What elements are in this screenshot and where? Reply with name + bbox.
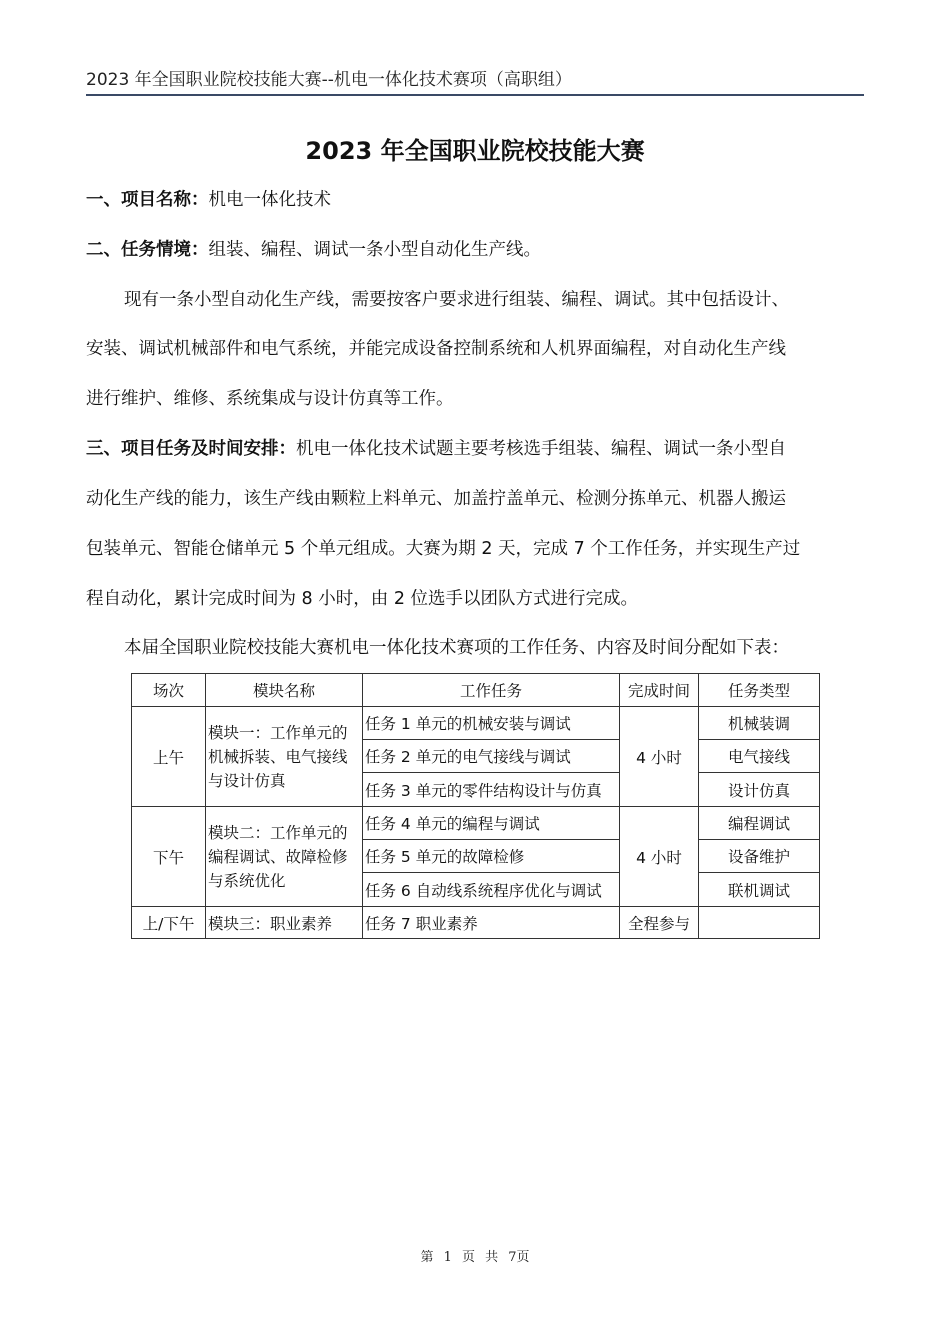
task-cell: 任务 1 单元的机械安装与调试 [363, 707, 620, 740]
column-header: 任务类型 [699, 674, 820, 707]
section-task-context [86, 235, 864, 265]
type-cell: 设计仿真 [699, 773, 820, 807]
column-header: 场次 [132, 674, 206, 707]
paragraph-line: 安装、调试机械部件和电气系统，并能完成设备控制系统和人机界面编程，对自动化生产线 [86, 339, 786, 359]
type-cell: 联机调试 [699, 873, 820, 907]
paragraph-line: 包装单元、智能仓储单元 5 个单元组成。大赛为期 2 天，完成 7 个工作任务，并实现生产过 [86, 539, 801, 559]
task-cell: 任务 3 单元的零件结构设计与仿真 [363, 773, 620, 807]
table-intro: 本届全国职业院校技能大赛机电一体化技术赛项的工作任务、内容及时间分配如下表： [124, 638, 789, 658]
table-row [132, 907, 820, 939]
type-cell: 编程调试 [699, 807, 820, 840]
type-cell [699, 907, 820, 939]
task-cell: 任务 4 单元的编程与调试 [363, 807, 620, 840]
column-header: 完成时间 [620, 674, 699, 707]
paragraph-line: 程自动化，累计完成时间为 8 小时，由 2 位选手以团队方式进行完成。 [86, 589, 639, 609]
time-cell: 4 小时 [620, 807, 699, 907]
table-row [132, 807, 820, 840]
task-cell: 任务 7 职业素养 [363, 907, 620, 939]
section-label: 三、项目任务及时间安排： [86, 439, 296, 459]
section-text: 机电一体化技术试题主要考核选手组装、编程、调试一条小型自 [296, 439, 786, 459]
paragraph-line: 现有一条小型自动化生产线，需要按客户要求进行组装、编程、调试。其中包括设计、 [124, 290, 789, 310]
module-cell: 模块三：职业素养 [206, 907, 363, 939]
column-header: 模块名称 [206, 674, 363, 707]
section-text: 机电一体化技术 [208, 190, 331, 210]
section-tasks-schedule [86, 434, 864, 464]
session-cell: 下午 [132, 807, 206, 907]
document-title: 2023 年全国职业院校技能大赛 [305, 137, 645, 165]
page-header: 2023 年全国职业院校技能大赛--机电一体化技术赛项（高职组） [86, 66, 864, 96]
table-header-row [132, 674, 820, 707]
paragraph-line: 动化生产线的能力，该生产线由颗粒上料单元、加盖拧盖单元、检测分拣单元、机器人搬运 [86, 489, 786, 509]
module-cell: 模块一：工作单元的机械拆装、电气接线与设计仿真 [206, 707, 363, 807]
section-label: 二、任务情境： [86, 240, 209, 260]
section-project-name [86, 185, 864, 215]
type-cell: 电气接线 [699, 740, 820, 773]
type-cell: 设备维护 [699, 840, 820, 873]
task-cell: 任务 2 单元的电气接线与调试 [363, 740, 620, 773]
section-label: 一、项目名称： [86, 190, 209, 210]
type-cell: 机械装调 [699, 707, 820, 740]
session-cell: 上/下午 [132, 907, 206, 939]
column-header: 工作任务 [363, 674, 620, 707]
session-cell: 上午 [132, 707, 206, 807]
section-text: 组装、编程、调试一条小型自动化生产线。 [208, 240, 541, 260]
task-schedule-table [131, 673, 820, 939]
time-cell: 4 小时 [620, 707, 699, 807]
time-cell: 全程参与 [620, 907, 699, 939]
module-cell: 模块二：工作单元的编程调试、故障检修与系统优化 [206, 807, 363, 907]
task-cell: 任务 5 单元的故障检修 [363, 840, 620, 873]
paragraph-line: 进行维护、维修、系统集成与设计仿真等工作。 [86, 389, 454, 409]
table-row [132, 707, 820, 740]
page-footer: 第 1 页 共 7页 [420, 1250, 530, 1265]
task-cell: 任务 6 自动线系统程序优化与调试 [363, 873, 620, 907]
